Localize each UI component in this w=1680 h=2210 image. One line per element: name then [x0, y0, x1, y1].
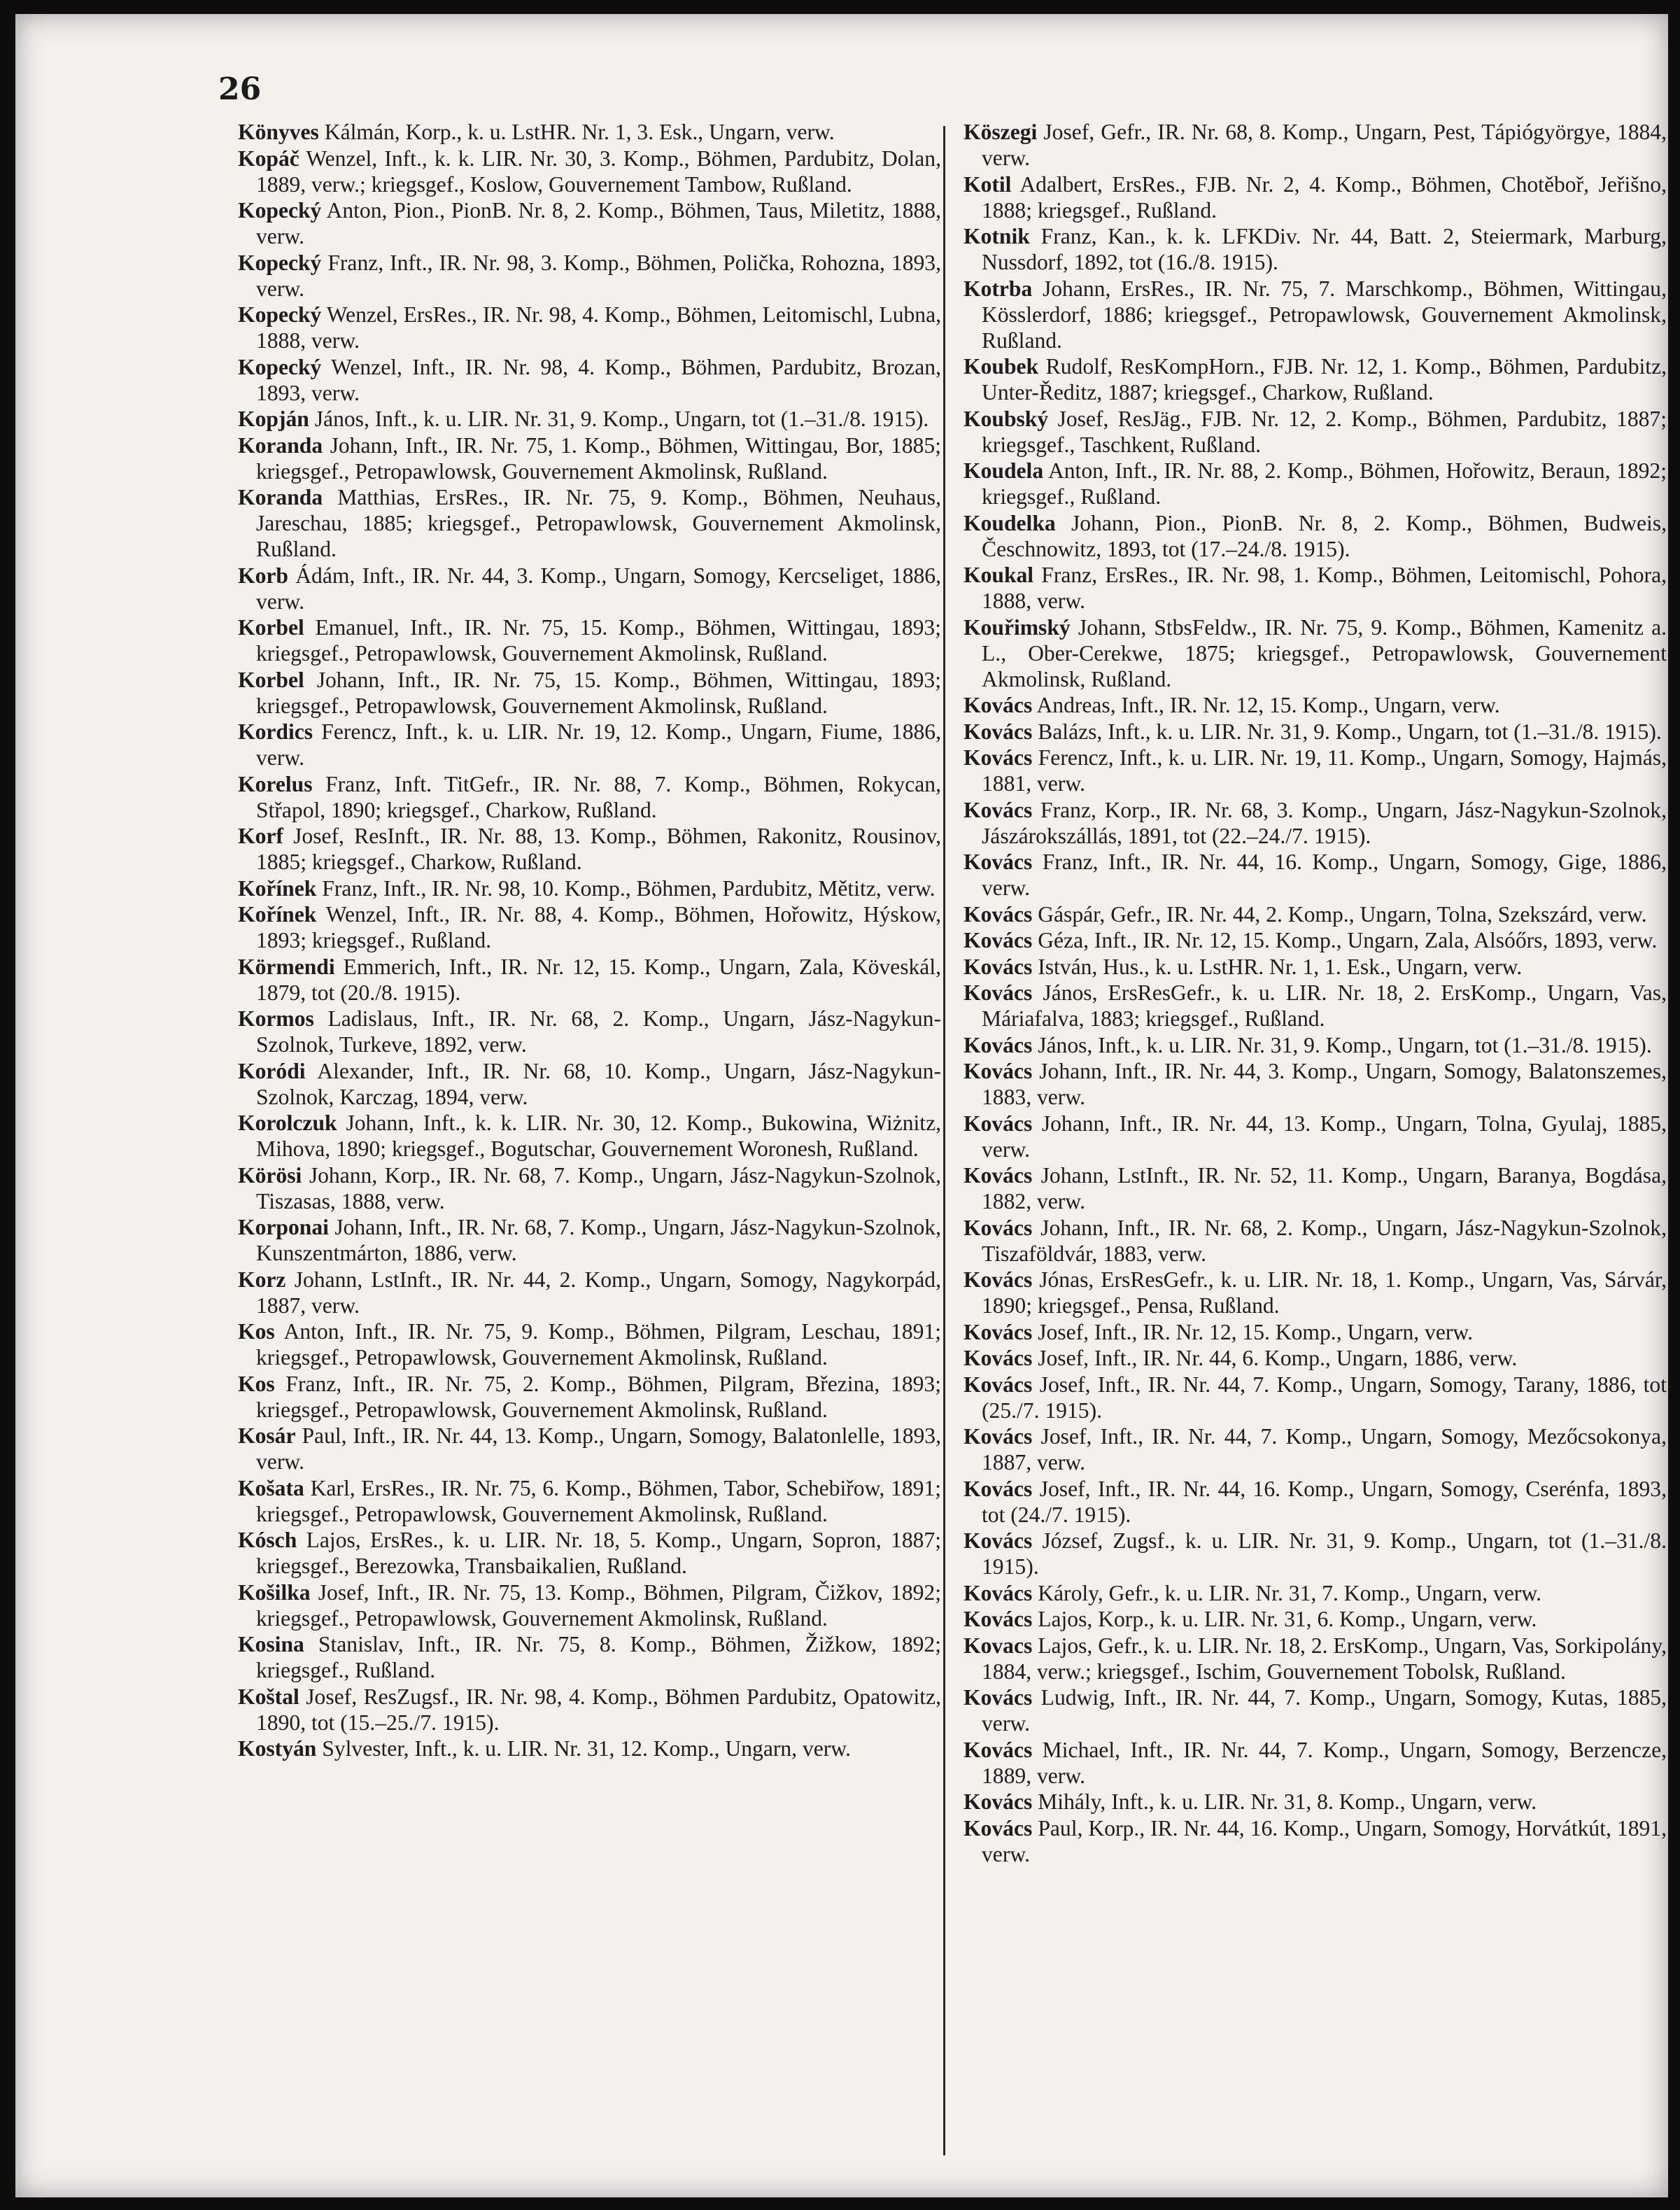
entry-surname: Köszegi [963, 120, 1038, 144]
entry-surname: Kovács [963, 1580, 1033, 1605]
entry-details: Josef, Inft., IR. Nr. 44, 7. Komp., Ungarn, Somogy, Mezőcsokonya, 1887, verw. [982, 1424, 1667, 1474]
list-entry [238, 432, 941, 484]
entry-details: Wenzel, Inft., IR. Nr. 88, 4. Komp., Böhmen, Hořowitz, Hýskow, 1893; kriegsgef., Rußland. [256, 902, 941, 952]
entry-details: Johann, Inft., k. k. LIR. Nr. 30, 12. Komp., Bukowina, Wiżnitz, Mihova, 1890; kriegsgef., Bogutschar, Gouvernement Woronesh, Rußland. [256, 1111, 942, 1161]
list-entry [238, 901, 941, 953]
list-entry [238, 1371, 941, 1423]
entry-surname: Kovács [963, 928, 1033, 952]
list-entry [963, 353, 1667, 405]
entry-surname: Kosár [238, 1423, 296, 1448]
entry-details: Károly, Gefr., k. u. LIR. Nr. 31, 7. Komp., Ungarn, verw. [1038, 1580, 1541, 1605]
entry-details: Johann, Korp., IR. Nr. 68, 7. Komp., Ungarn, Jász-Nagykun-Szolnok, Tiszasas, 1888, verw. [256, 1162, 941, 1213]
entry-details: Géza, Inft., IR. Nr. 12, 15. Komp., Ungarn, Zala, Alsóőrs, 1893, verw. [1038, 928, 1658, 952]
entry-surname: Kovács [963, 1163, 1033, 1188]
entry-surname: Korolczuk [238, 1111, 337, 1135]
entry-surname: Kovacs [963, 1633, 1033, 1658]
entry-details: Alexander, Inft., IR. Nr. 68, 10. Komp., Ungarn, Jász-Nagykun-Szolnok, Karczag, 1894, verw. [256, 1058, 941, 1109]
entry-surname: Kopecký [238, 198, 322, 223]
entry-details: Josef, ResInft., IR. Nr. 88, 13. Komp., Böhmen, Rakonitz, Rousinov, 1885; kriegsgef., Charkow, Rußland. [256, 824, 941, 874]
list-entry [963, 1815, 1667, 1867]
entry-surname: Korb [238, 563, 288, 588]
entry-details: Johann, ErsRes., IR. Nr. 75, 7. Marschkomp., Böhmen, Wittingau, Kösslerdorf, 1886; kriegsgef., Petropawlowsk, Gouvernement Akmolinsk, Rußland. [982, 276, 1667, 353]
entry-surname: Koštal [238, 1684, 299, 1709]
list-entry [963, 1633, 1667, 1684]
list-entry [963, 1737, 1667, 1789]
entry-details: Kálmán, Korp., k. u. LstHR. Nr. 1, 3. Esk., Ungarn, verw. [324, 120, 835, 144]
entry-surname: Kovács [963, 850, 1033, 874]
entry-details: Sylvester, Inft., k. u. LIR. Nr. 31, 12. Komp., Ungarn, verw. [322, 1736, 851, 1761]
list-entry [238, 1058, 941, 1110]
list-entry [963, 1580, 1667, 1606]
entry-details: Karl, ErsRes., IR. Nr. 75, 6. Komp., Böhmen, Tabor, Schebiřow, 1891; kriegsgef., Petropawlowsk, Gouvernement Akmolinsk, Rußland. [256, 1475, 941, 1526]
entry-surname: Kovács [963, 1789, 1033, 1814]
entry-surname: Kovács [963, 1607, 1033, 1631]
entry-details: Ludwig, Inft., IR. Nr. 44, 7. Komp., Ungarn, Somogy, Kutas, 1885, verw. [982, 1685, 1667, 1736]
entry-surname: Kovács [963, 1815, 1033, 1841]
entry-surname: Kos [238, 1319, 275, 1344]
entry-details: Ferencz, Inft., k. u. LIR. Nr. 19, 11. Komp., Ungarn, Somogy, Hajmás, 1881, verw. [982, 745, 1667, 796]
list-entry [238, 771, 941, 823]
entry-details: Johann, Inft., IR. Nr. 68, 7. Komp., Ungarn, Jász-Nagykun-Szolnok, Kunszentmárton, 1886, verw. [256, 1215, 941, 1265]
entry-details: Josef, ResJäg., FJB. Nr. 12, 2. Komp., Böhmen, Pardubitz, 1887; kriegsgef., Taschkent, Rußland. [982, 406, 1667, 457]
list-entry [238, 1684, 941, 1736]
entry-details: Josef, Inft., IR. Nr. 44, 16. Komp., Ungarn, Somogy, Cserénfa, 1893, tot (24./7. 1915). [982, 1476, 1667, 1527]
list-entry [238, 1527, 941, 1579]
entry-surname: Kordics [238, 719, 313, 744]
list-entry [963, 980, 1667, 1032]
entry-surname: Kovács [963, 719, 1033, 744]
entry-surname: Kovács [963, 1737, 1033, 1762]
entry-surname: Koubský [963, 406, 1049, 431]
entry-details: Wenzel, Inft., IR. Nr. 98, 4. Komp., Böhmen, Pardubitz, Brozan, 1893, verw. [256, 354, 942, 405]
list-entry [963, 1267, 1667, 1318]
list-entry [238, 1214, 941, 1266]
list-entry [963, 406, 1667, 458]
entry-details: Jónas, ErsResGefr., k. u. LIR. Nr. 18, 1. Komp., Ungarn, Vas, Sárvár, 1890; kriegsgef., Pensa, Rußland. [982, 1267, 1667, 1318]
entry-surname: Kopecký [238, 354, 322, 379]
entry-details: Josef, Inft., IR. Nr. 44, 6. Komp., Ungarn, 1886, verw. [1038, 1346, 1518, 1370]
list-entry [238, 1006, 941, 1057]
entry-details: Anton, Inft., IR. Nr. 75, 9. Komp., Böhmen, Pilgram, Leschau, 1891; kriegsgef., Petropawlowsk, Gouvernement Akmolinsk, Rußland. [256, 1319, 941, 1370]
entry-details: Rudolf, ResKompHorn., FJB. Nr. 12, 1. Komp., Böhmen, Pardubitz, Unter-Ředitz, 1887; kriegsgef., Charkow, Rußland. [982, 354, 1667, 404]
list-entry [238, 667, 941, 719]
entry-details: Johann, Pion., PionB. Nr. 8, 2. Komp., Böhmen, Budweis, Česchnowitz, 1893, tot (17.–24./8. 1915). [982, 510, 1667, 561]
entry-details: Stanislav, Inft., IR. Nr. 75, 8. Komp., Böhmen, Žižkow, 1892; kriegsgef., Rußland. [256, 1632, 941, 1682]
entry-surname: Kovács [963, 1372, 1033, 1397]
list-entry [963, 745, 1667, 796]
entry-surname: Koudelka [963, 510, 1056, 535]
entry-surname: Kovács [963, 797, 1033, 822]
left-column [238, 119, 941, 1762]
entry-surname: Košilka [238, 1579, 311, 1605]
entry-details: Franz, Kan., k. k. LFKDiv. Nr. 44, Batt. 2, Steiermark, Marburg, Nussdorf, 1892, tot (16./8. 1915). [982, 224, 1667, 274]
entry-details: Balázs, Inft., k. u. LIR. Nr. 31, 9. Komp., Ungarn, tot (1.–31./8. 1915). [1038, 719, 1662, 744]
entry-surname: Kosina [238, 1632, 304, 1656]
list-entry [238, 406, 941, 432]
entry-surname: Kotrba [963, 276, 1033, 301]
entry-surname: Koubek [963, 354, 1039, 379]
entry-surname: Kovács [963, 1528, 1033, 1553]
entry-details: Johann, Inft., IR. Nr. 44, 13. Komp., Ungarn, Tolna, Gyulaj, 1885, verw. [982, 1111, 1667, 1162]
entry-details: József, Zugsf., k. u. LIR. Nr. 31, 9. Komp., Ungarn, tot (1.–31./8. 1915). [982, 1528, 1667, 1579]
entry-surname: Kovács [963, 745, 1033, 770]
entry-surname: Kovács [963, 1319, 1033, 1344]
entry-surname: Korbel [238, 667, 304, 692]
list-entry [238, 719, 941, 770]
entry-surname: Koródi [238, 1058, 306, 1083]
entry-surname: Kotnik [963, 224, 1030, 248]
entry-details: János, Inft., k. u. LIR. Nr. 31, 9. Komp., Ungarn, tot (1.–31./8. 1915). [1038, 1032, 1652, 1057]
entry-details: Paul, Korp., IR. Nr. 44, 16. Komp., Ungarn, Somogy, Horvátkút, 1891, verw. [982, 1815, 1667, 1866]
list-entry [963, 510, 1667, 562]
list-entry [238, 1318, 941, 1370]
right-column [963, 119, 1667, 1867]
list-entry [963, 1319, 1667, 1345]
list-entry [238, 954, 941, 1006]
list-entry [238, 1110, 941, 1162]
entry-surname: Kopján [238, 407, 309, 431]
list-entry [963, 849, 1667, 901]
list-entry [238, 1631, 941, 1683]
entry-surname: Kos [238, 1371, 275, 1396]
entry-surname: Kopecký [238, 302, 322, 327]
entry-surname: Körmendi [238, 954, 335, 979]
entry-details: Josef, Inft., IR. Nr. 75, 13. Komp., Böhmen, Pilgram, Čižkov, 1892; kriegsgef., Petropawlowsk, Gouvernement Akmolinsk, Rußland. [256, 1579, 942, 1631]
entry-details: Adalbert, ErsRes., FJB. Nr. 2, 4. Komp., Böhmen, Chotěboř, Jeřišno, 1888; kriegsgef., Rußland. [982, 171, 1667, 223]
list-entry [238, 823, 941, 875]
list-entry [238, 302, 941, 353]
list-entry [238, 563, 941, 614]
entry-surname: Kopáč [238, 146, 299, 171]
list-entry [963, 1058, 1667, 1110]
list-entry [963, 614, 1667, 692]
list-entry [963, 692, 1667, 718]
document-page [15, 14, 1668, 2197]
entry-details: Josef, Inft., IR. Nr. 44, 7. Komp., Ungarn, Somogy, Tarany, 1886, tot (25./7. 1915). [982, 1372, 1667, 1423]
list-entry [963, 1423, 1667, 1475]
entry-surname: Kovács [963, 901, 1033, 927]
list-entry [238, 1267, 941, 1318]
entry-details: Anton, Pion., PionB. Nr. 8, 2. Komp., Böhmen, Taus, Miletitz, 1888, verw. [256, 198, 941, 248]
entry-details: Johann, LstInft., IR. Nr. 44, 2. Komp., Ungarn, Somogy, Nagykorpád, 1887, verw. [256, 1267, 941, 1318]
entry-details: Matthias, ErsRes., IR. Nr. 75, 9. Komp., Böhmen, Neuhaus, Jareschau, 1885; kriegsgef., Petropawlowsk, Gouvernement Akmolinsk, Rußland. [256, 485, 942, 561]
entry-surname: Kouřimský [963, 614, 1071, 640]
entry-details: István, Hus., k. u. LstHR. Nr. 1, 1. Esk., Ungarn, verw. [1038, 954, 1523, 979]
list-entry [238, 197, 941, 249]
entry-details: Franz, ErsRes., IR. Nr. 98, 1. Komp., Böhmen, Leitomischl, Pohora, 1888, verw. [982, 563, 1667, 613]
entry-details: Johann, Inft., IR. Nr. 75, 1. Komp., Böhmen, Wittingau, Bor, 1885; kriegsgef., Petropawlowsk, Gouvernement Akmolinsk, Rußland. [256, 432, 941, 484]
entry-details: Wenzel, ErsRes., IR. Nr. 98, 4. Komp., Böhmen, Leitomischl, Lubna, 1888, verw. [256, 302, 941, 353]
list-entry [238, 1579, 941, 1631]
list-entry [963, 1111, 1667, 1162]
column-divider [943, 126, 945, 2155]
entry-surname: Kovács [963, 1346, 1033, 1370]
list-entry [963, 719, 1667, 745]
list-entry [963, 954, 1667, 980]
entry-surname: Kovács [963, 954, 1033, 979]
entry-surname: Kotil [963, 171, 1012, 197]
entry-details: Anton, Inft., IR. Nr. 88, 2. Komp., Böhmen, Hořowitz, Beraun, 1892; kriegsgef., Rußland. [982, 458, 1667, 509]
entry-surname: Kovács [963, 980, 1033, 1005]
entry-details: Mihály, Inft., k. u. LIR. Nr. 31, 8. Komp., Ungarn, verw. [1038, 1789, 1537, 1814]
list-entry [238, 614, 941, 666]
entry-surname: Košata [238, 1475, 304, 1500]
entry-surname: Kovács [963, 1111, 1033, 1136]
entry-surname: Kovács [963, 1685, 1033, 1710]
list-entry [963, 276, 1667, 353]
entry-surname: Koranda [238, 485, 323, 509]
entry-surname: Kovács [963, 1032, 1033, 1057]
entry-details: Franz, Inft., IR. Nr. 98, 3. Komp., Böhmen, Polička, Rohozna, 1893, verw. [256, 250, 941, 301]
entry-surname: Korelus [238, 771, 313, 796]
entry-details: Paul, Inft., IR. Nr. 44, 13. Komp., Ungarn, Somogy, Balatonlelle, 1893, verw. [256, 1423, 941, 1474]
entry-surname: Kovács [963, 1267, 1033, 1292]
list-entry [963, 797, 1667, 849]
entry-surname: Kořínek [238, 902, 317, 927]
entry-surname: Kormos [238, 1006, 314, 1031]
list-entry [963, 119, 1667, 171]
list-entry [238, 875, 941, 901]
list-entry [963, 223, 1667, 275]
entry-details: Franz, Inft., IR. Nr. 75, 2. Komp., Böhmen, Pilgram, Březina, 1893; kriegsgef., Petropawlowsk, Gouvernement Akmolinsk, Rußland. [256, 1371, 942, 1422]
entry-surname: Kovács [963, 1476, 1033, 1501]
entry-surname: Körösi [238, 1162, 302, 1188]
entry-details: Lajos, ErsRes., k. u. LIR. Nr. 18, 5. Komp., Ungarn, Sopron, 1887; kriegsgef., Berezowka, Transbaikalien, Rußland. [256, 1528, 941, 1578]
list-entry [963, 1606, 1667, 1632]
entry-surname: Kovács [963, 1424, 1033, 1449]
list-entry [963, 1215, 1667, 1267]
entry-surname: Korponai [238, 1215, 329, 1239]
list-entry [963, 171, 1667, 223]
page-number: 26 [218, 71, 262, 107]
list-entry [238, 1423, 941, 1474]
entry-details: Josef, ResZugsf., IR. Nr. 98, 4. Komp., Böhmen Pardubitz, Opatowitz, 1890, tot (15.–25./7. 1915). [256, 1684, 941, 1735]
entry-surname: Könyves [238, 120, 319, 144]
entry-details: Ferencz, Inft., k. u. LIR. Nr. 19, 12. Komp., Ungarn, Fiume, 1886, verw. [256, 719, 941, 770]
list-entry [963, 562, 1667, 614]
entry-surname: Kostyán [238, 1736, 317, 1761]
list-entry [963, 1032, 1667, 1058]
list-entry [238, 1475, 941, 1527]
entry-details: Franz, Inft. TitGefr., IR. Nr. 88, 7. Komp., Böhmen, Rokycan, Střapol, 1890; kriegsgef., Charkow, Rußland. [256, 771, 941, 822]
entry-details: Franz, Inft., IR. Nr. 44, 16. Komp., Ungarn, Somogy, Gige, 1886, verw. [982, 850, 1667, 900]
entry-surname: Kovács [963, 1215, 1033, 1240]
list-entry [963, 1162, 1667, 1214]
entry-details: Johann, Inft., IR. Nr. 75, 15. Komp., Böhmen, Wittingau, 1893; kriegsgef., Petropawlowsk, Gouvernement Akmolinsk, Rußland. [256, 667, 941, 718]
entry-details: Johann, Inft., IR. Nr. 44, 3. Komp., Ungarn, Somogy, Balatonszemes, 1883, verw. [982, 1059, 1667, 1109]
list-entry [963, 1476, 1667, 1528]
entry-details: Lajos, Gefr., k. u. LIR. Nr. 18, 2. ErsKomp., Ungarn, Vas, Sorkipolány, 1884, verw.; kriegsgef., Ischim, Gouvernement Tobolsk, Rußland. [982, 1633, 1667, 1684]
list-entry [238, 250, 941, 302]
list-entry [963, 1345, 1667, 1371]
entry-surname: Kořínek [238, 875, 317, 901]
entry-details: Gáspár, Gefr., IR. Nr. 44, 2. Komp., Ungarn, Tolna, Szekszárd, verw. [1038, 901, 1647, 927]
entry-surname: Koudela [963, 458, 1044, 483]
entry-details: Josef, Inft., IR. Nr. 12, 15. Komp., Ungarn, verw. [1038, 1319, 1474, 1344]
entry-surname: Kopecký [238, 250, 322, 275]
entry-surname: Korbel [238, 615, 304, 640]
entry-details: Franz, Inft., IR. Nr. 98, 10. Komp., Böhmen, Pardubitz, Mětitz, verw. [322, 875, 936, 901]
entry-details: János, Inft., k. u. LIR. Nr. 31, 9. Komp., Ungarn, tot (1.–31./8. 1915). [314, 407, 929, 431]
entry-surname: Kovács [963, 693, 1033, 717]
entry-details: Michael, Inft., IR. Nr. 44, 7. Komp., Ungarn, Somogy, Berzencze, 1889, verw. [982, 1737, 1667, 1788]
entry-surname: Korf [238, 824, 283, 848]
entry-surname: Kovács [963, 1059, 1033, 1083]
list-entry [963, 901, 1667, 927]
entry-details: Johann, LstInft., IR. Nr. 52, 11. Komp., Ungarn, Baranya, Bogdása, 1882, verw. [982, 1163, 1667, 1213]
list-entry [238, 119, 941, 145]
entry-details: Franz, Korp., IR. Nr. 68, 3. Komp., Ungarn, Jász-Nagykun-Szolnok, Jászárokszállás, 1891, tot (22.–24./7. 1915). [982, 797, 1667, 848]
list-entry [963, 1789, 1667, 1815]
list-entry [238, 1736, 941, 1761]
list-entry [238, 484, 941, 562]
entry-details: János, ErsResGefr., k. u. LIR. Nr. 18, 2. ErsKomp., Ungarn, Vas, Máriafalva, 1883; kriegsgef., Rußland. [982, 980, 1667, 1031]
entry-details: Emmerich, Inft., IR. Nr. 12, 15. Komp., Ungarn, Zala, Köveskál, 1879, tot (20./8. 1915). [256, 954, 941, 1005]
entry-surname: Koukal [963, 563, 1034, 587]
entry-details: Wenzel, Inft., k. k. LIR. Nr. 30, 3. Komp., Böhmen, Pardubitz, Dolan, 1889, verw.; kriegsgef., Koslow, Gouvernement Tambow, Rußland. [256, 146, 942, 197]
entry-details: Ladislaus, Inft., IR. Nr. 68, 2. Komp., Ungarn, Jász-Nagykun-Szolnok, Turkeve, 1892, verw. [256, 1006, 941, 1057]
list-entry [963, 1372, 1667, 1423]
entry-details: Emanuel, Inft., IR. Nr. 75, 15. Komp., Böhmen, Wittingau, 1893; kriegsgef., Petropawlowsk, Gouvernement Akmolinsk, Rußland. [256, 615, 941, 666]
entry-details: Ádám, Inft., IR. Nr. 44, 3. Komp., Ungarn, Somogy, Kercseliget, 1886, verw. [256, 563, 941, 614]
entry-surname: Kósch [238, 1528, 297, 1552]
list-entry [238, 1162, 941, 1214]
entry-details: Josef, Gefr., IR. Nr. 68, 8. Komp., Ungarn, Pest, Tápiógyörgye, 1884, verw. [982, 120, 1667, 170]
list-entry [238, 146, 941, 197]
list-entry [963, 458, 1667, 509]
list-entry [963, 1528, 1667, 1579]
entry-details: Andreas, Inft., IR. Nr. 12, 15. Komp., Ungarn, verw. [1036, 693, 1500, 717]
entry-details: Lajos, Korp., k. u. LIR. Nr. 31, 6. Komp., Ungarn, verw. [1038, 1607, 1537, 1631]
entry-surname: Koranda [238, 432, 323, 458]
list-entry [238, 354, 941, 406]
list-entry [963, 1684, 1667, 1736]
list-entry [963, 927, 1667, 953]
entry-details: Johann, Inft., IR. Nr. 68, 2. Komp., Ungarn, Jász-Nagykun-Szolnok, Tiszaföldvár, 1883, verw. [982, 1215, 1667, 1266]
entry-surname: Korz [238, 1267, 286, 1292]
entry-details: Johann, StbsFeldw., IR. Nr. 75, 9. Komp., Böhmen, Kamenitz a. L., Ober-Cerekwe, 1875; kriegsgef., Petropawlowsk, Gouvernement Akmolinsk, Rußland. [982, 614, 1667, 691]
